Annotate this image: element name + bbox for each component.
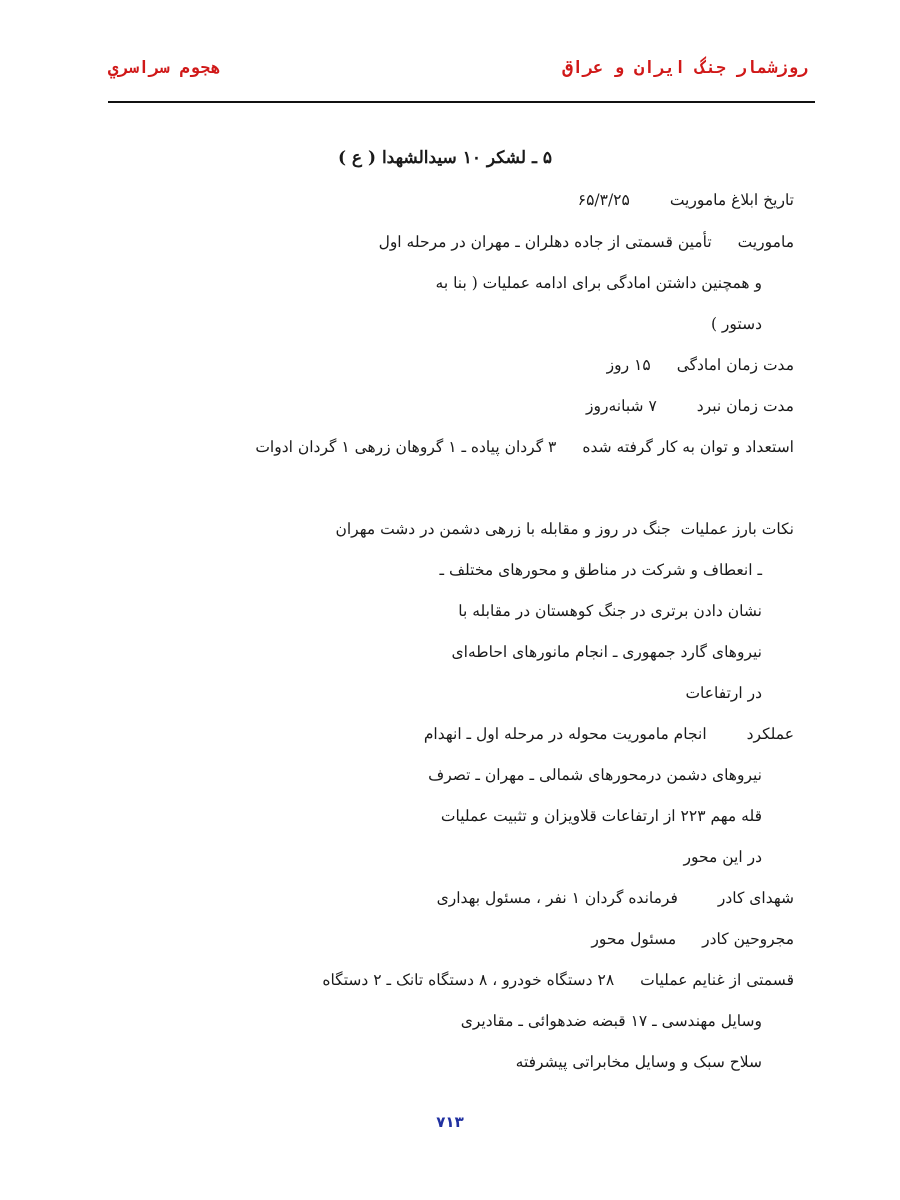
wounded-row: [591, 929, 794, 949]
martyrs-row: [437, 888, 794, 908]
highlights-line: ـ انعطاف و شرکت در مناطق و محورهای مختلف ـ: [439, 561, 762, 579]
combat-label: مدت زمان نبرد: [696, 397, 794, 415]
notification-date-row: [578, 190, 794, 210]
highlights-line: در ارتفاعات: [685, 684, 762, 702]
readiness-value: ۱۵ روز: [606, 356, 651, 374]
forces-value: ۳ گردان پیاده ـ ۱ گروهان زرهی ۱ گردان ادوات: [255, 438, 557, 456]
performance-line: نیروهای دشمن درمحورهای شمالی ـ مهران ـ تصرف: [428, 766, 762, 784]
highlights-line: نشان دادن برتری در جنگ کوهستان در مقابله با: [458, 602, 762, 620]
performance-row: [424, 724, 794, 744]
readiness-row: [607, 355, 794, 375]
performance-line: انجام ماموریت محوله در مرحله اول ـ انهدام: [423, 725, 707, 743]
wounded-value: مسئول محور: [591, 930, 677, 948]
mission-row: [379, 232, 794, 252]
combat-row: [586, 396, 794, 416]
spoils-label: قسمتی از غنایم عملیات: [640, 971, 794, 989]
header-section-title: هجوم سراسري: [108, 58, 221, 78]
header-divider: [108, 101, 815, 103]
notification-date-label: تاریخ ابلاغ ماموریت: [669, 191, 794, 209]
notification-date-value: ۶۵/۳/۲۵: [577, 191, 630, 209]
martyrs-value: فرمانده گردان ۱ نفر ، مسئول بهداری: [436, 889, 678, 907]
performance-label: عملکرد: [746, 725, 794, 743]
spoils-row: [322, 970, 794, 990]
mission-line: دستور ): [710, 315, 762, 333]
header-book-title: روزشمار جنگ ايران و عراق: [562, 58, 808, 78]
highlights-line: جنگ در روز و مقابله با زرهی دشمن در دشت مهران: [335, 520, 671, 538]
spoils-line: ۲۸ دستگاه خودرو ، ۸ دستگاه تانک ـ ۲ دستگاه: [322, 971, 615, 989]
performance-line: در این محور: [683, 848, 762, 866]
wounded-label: مجروحین کادر: [702, 930, 794, 948]
unit-title: ۵ ـ لشکر ۱۰ سیدالشهدا ( ع ): [337, 148, 552, 168]
highlights-line: نیروهای گارد جمهوری ـ انجام مانورهای احاطه‌ای: [451, 643, 762, 661]
spoils-line: وسایل مهندسی ـ ۱۷ قبضه ضدهوائی ـ مقادیری: [460, 1012, 762, 1030]
forces-label: استعداد و توان به کار گرفته شده: [582, 438, 794, 456]
martyrs-label: شهدای کادر: [717, 889, 794, 907]
performance-line: قله مهم ۲۲۳ از ارتفاعات قلاویزان و تثبیت عملیات: [440, 807, 762, 825]
readiness-label: مدت زمان امادگی: [676, 356, 794, 374]
mission-line: و همچنین داشتن امادگی برای ادامه عملیات ( بنا به: [435, 274, 762, 292]
page-number: ۷۱۳: [436, 1113, 464, 1131]
combat-value: ۷ شبانه‌روز: [586, 397, 657, 415]
highlights-label: نکات بارز عملیات: [680, 520, 794, 538]
mission-label: ماموریت: [737, 233, 794, 251]
forces-row: [255, 437, 794, 457]
highlights-row: [335, 519, 794, 539]
mission-line: تأمین قسمتی از جاده دهلران ـ مهران در مرحله اول: [378, 233, 712, 251]
spoils-line: سلاح سبک و وسایل مخابراتی پیشرفته: [515, 1053, 762, 1071]
